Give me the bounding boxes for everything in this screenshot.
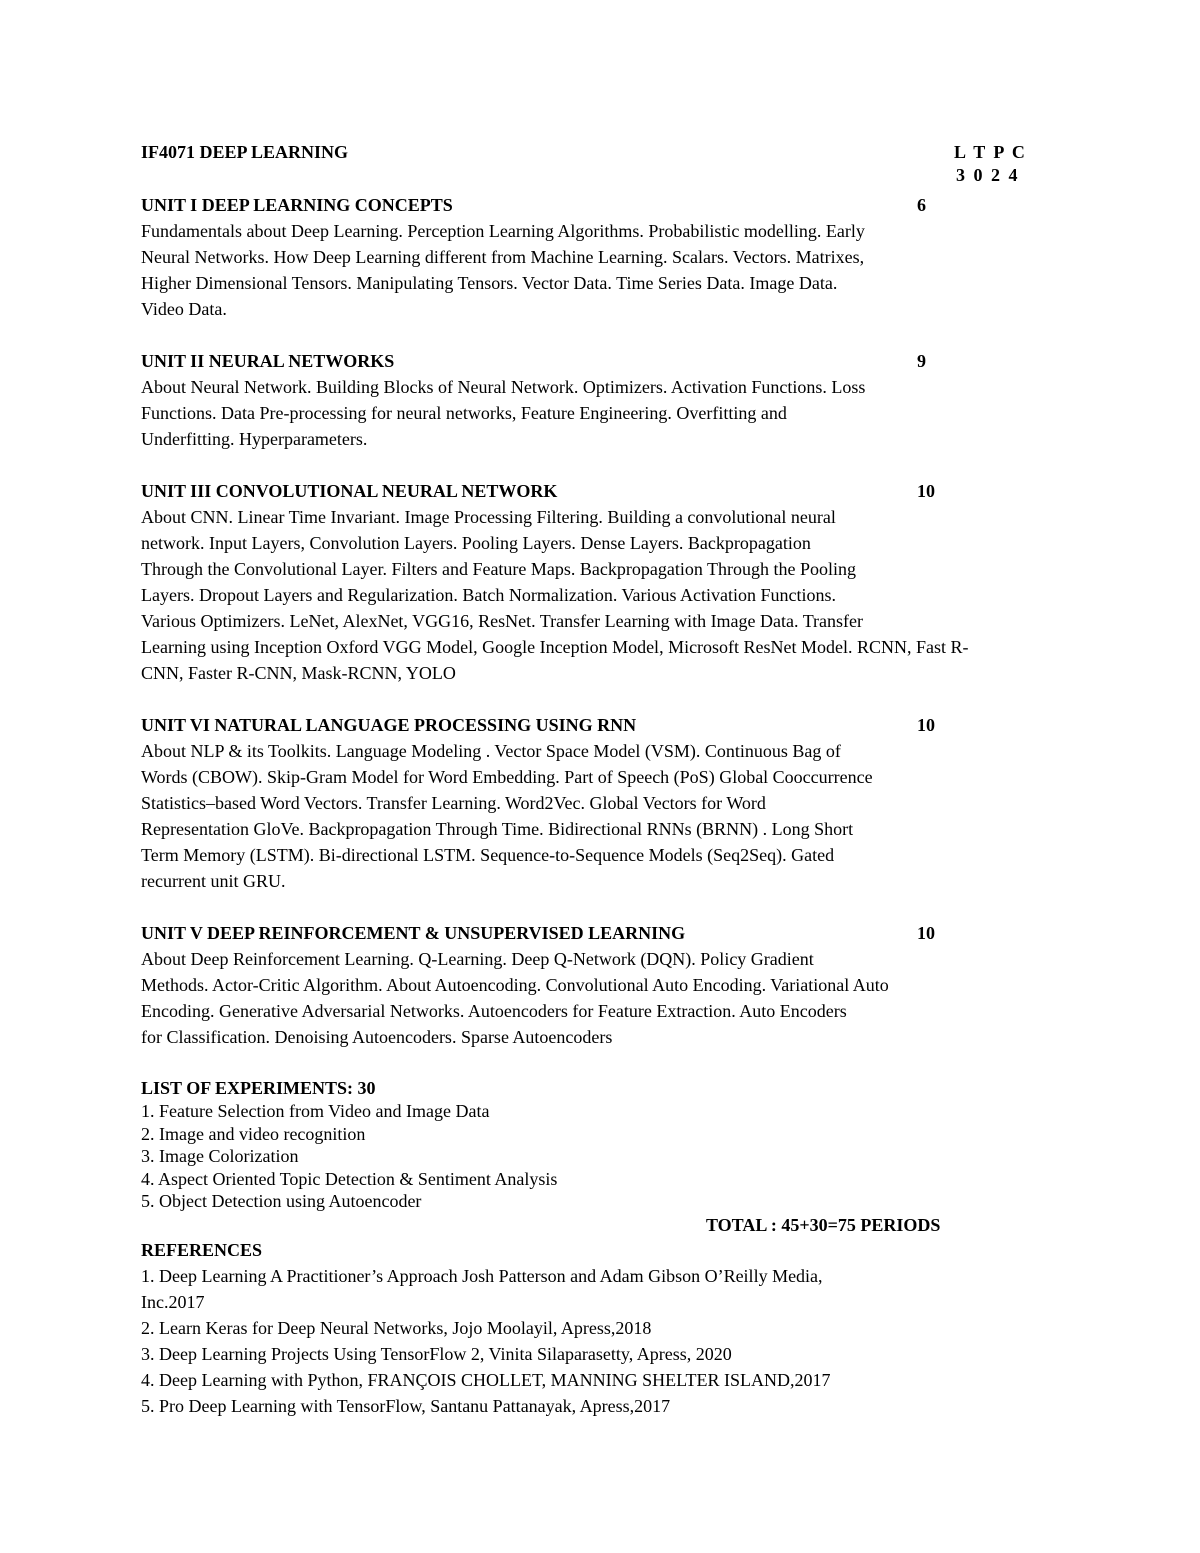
ltpc-values: 3 0 2 4: [956, 165, 1020, 185]
list-item: Inc.2017: [141, 1291, 205, 1312]
course-header: [141, 140, 1061, 192]
list-item: 4. Deep Learning with Python, FRANÇOIS CHOLLET, MANNING SHELTER ISLAND,2017: [141, 1369, 831, 1390]
unit-section: [141, 348, 1061, 452]
unit-hours: 10: [917, 481, 935, 501]
unit-text-line: About NLP & its Toolkits. Language Modeling . Vector Space Model (VSM). Continuous Bag of: [141, 741, 841, 761]
unit-section: [141, 712, 1061, 894]
unit-text-line: Words (CBOW). Skip-Gram Model for Word Embedding. Part of Speech (PoS) Global Cooccurrence: [141, 767, 873, 787]
unit-description: [141, 946, 1061, 1050]
references-list: [141, 1263, 1061, 1419]
unit-text-line: Various Optimizers. LeNet, AlexNet, VGG16, ResNet. Transfer Learning with Image Data. Transfer: [141, 611, 864, 631]
syllabus-page: [141, 140, 1061, 1419]
unit-hours: 9: [917, 351, 926, 371]
unit-text-line: network. Input Layers, Convolution Layers. Pooling Layers. Dense Layers. Backpropagation: [141, 533, 811, 553]
list-item: 2. Learn Keras for Deep Neural Networks, Jojo Moolayil, Apress,2018: [141, 1317, 652, 1338]
unit-text-line: Underfitting. Hyperparameters.: [141, 429, 368, 449]
unit-text-line: recurrent unit GRU.: [141, 871, 286, 891]
list-item: 5. Pro Deep Learning with TensorFlow, Santanu Pattanayak, Apress,2017: [141, 1395, 671, 1416]
unit-text-line: Fundamentals about Deep Learning. Perception Learning Algorithms. Probabilistic modelling. Early: [141, 221, 865, 241]
unit-heading: [141, 192, 1061, 218]
experiments-heading: LIST OF EXPERIMENTS: 30: [141, 1078, 376, 1098]
unit-text-line: Video Data.: [141, 299, 227, 319]
references-heading: REFERENCES: [141, 1239, 263, 1260]
unit-section: [141, 478, 1061, 686]
unit-text-line: Representation GloVe. Backpropagation Through Time. Bidirectional RNNs (BRNN) . Long Short: [141, 819, 854, 839]
unit-heading: [141, 478, 1061, 504]
unit-text-line: CNN, Faster R-CNN, Mask-RCNN, YOLO: [141, 663, 456, 683]
ltpc-label: L T P C: [954, 142, 1027, 162]
unit-hours: 6: [917, 195, 926, 215]
total-periods: TOTAL : 45+30=75 PERIODS: [706, 1214, 941, 1235]
list-item: 3. Deep Learning Projects Using TensorFlow 2, Vinita Silaparasetty, Apress, 2020: [141, 1343, 732, 1364]
list-item: 1. Deep Learning A Practitioner’s Approach Josh Patterson and Adam Gibson O’Reilly Media,: [141, 1265, 823, 1286]
unit-heading: [141, 348, 1061, 374]
unit-text-line: About Deep Reinforcement Learning. Q-Learning. Deep Q-Network (DQN). Policy Gradient: [141, 949, 814, 969]
course-title: IF4071 DEEP LEARNING: [141, 142, 349, 162]
unit-heading: [141, 920, 1061, 946]
unit-text-line: Methods. Actor-Critic Algorithm. About Autoencoding. Convolutional Auto Encoding. Variational Auto: [141, 975, 889, 995]
unit-description: [141, 504, 1061, 686]
unit-text-line: for Classification. Denoising Autoencoders. Sparse Autoencoders: [141, 1027, 613, 1047]
unit-text-line: Through the Convolutional Layer. Filters and Feature Maps. Backpropagation Through the Pooling: [141, 559, 857, 579]
unit-description: [141, 218, 1061, 322]
list-item: 4. Aspect Oriented Topic Detection & Sentiment Analysis: [141, 1168, 558, 1189]
unit-section: [141, 192, 1061, 322]
unit-section: [141, 920, 1061, 1050]
unit-title: UNIT II NEURAL NETWORKS: [141, 351, 395, 371]
unit-description: [141, 374, 1061, 452]
list-item: 1. Feature Selection from Video and Image Data: [141, 1101, 490, 1121]
unit-hours: 10: [917, 923, 935, 943]
unit-title: UNIT I DEEP LEARNING CONCEPTS: [141, 195, 453, 215]
unit-title: UNIT V DEEP REINFORCEMENT & UNSUPERVISED LEARNING: [141, 923, 686, 943]
unit-description: [141, 738, 1061, 894]
unit-text-line: Higher Dimensional Tensors. Manipulating Tensors. Vector Data. Time Series Data. Image Data.: [141, 273, 838, 293]
unit-text-line: Statistics–based Word Vectors. Transfer Learning. Word2Vec. Global Vectors for Word: [141, 793, 766, 813]
unit-text-line: Neural Networks. How Deep Learning different from Machine Learning. Scalars. Vectors. Matrixes,: [141, 247, 865, 267]
list-item: 3. Image Colorization: [141, 1146, 299, 1166]
unit-text-line: About CNN. Linear Time Invariant. Image Processing Filtering. Building a convolutional neural: [141, 507, 836, 527]
unit-text-line: Layers. Dropout Layers and Regularization. Batch Normalization. Various Activation Functions.: [141, 585, 837, 605]
unit-hours: 10: [917, 715, 935, 735]
list-item: 5. Object Detection using Autoencoder: [141, 1191, 422, 1211]
unit-heading: [141, 712, 1061, 738]
unit-text-line: Functions. Data Pre-processing for neural networks, Feature Engineering. Overfitting and: [141, 403, 787, 423]
unit-title: UNIT III CONVOLUTIONAL NEURAL NETWORK: [141, 481, 558, 501]
unit-text-line: Term Memory (LSTM). Bi-directional LSTM. Sequence-to-Sequence Models (Seq2Seq). Gated: [141, 845, 835, 865]
experiments-list: [141, 1100, 1061, 1213]
list-item: 2. Image and video recognition: [141, 1123, 366, 1144]
total-row: [141, 1213, 1061, 1238]
unit-text-line: Encoding. Generative Adversarial Networks. Autoencoders for Feature Extraction. Auto Encoders: [141, 1001, 847, 1021]
unit-text-line: Learning using Inception Oxford VGG Model, Google Inception Model, Microsoft ResNet Model. RCNN, Fast R-: [141, 637, 969, 657]
unit-title: UNIT VI NATURAL LANGUAGE PROCESSING USING RNN: [141, 715, 637, 735]
unit-text-line: About Neural Network. Building Blocks of Neural Network. Optimizers. Activation Functions. Loss: [141, 377, 866, 397]
